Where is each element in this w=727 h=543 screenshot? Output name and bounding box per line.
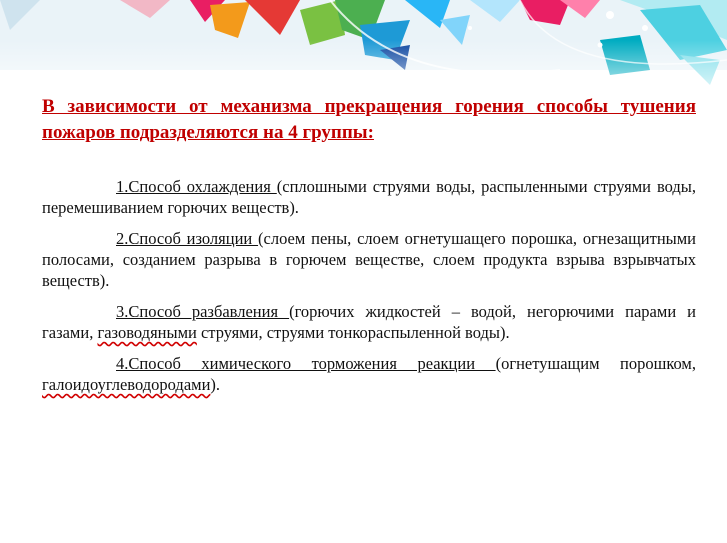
list-item-cooling (42, 176, 696, 218)
method-description-end: струями, струями тонкораспыленной воды). (196, 323, 510, 342)
slide-heading: В зависимости от механизма прекращения горения способы тушения пожаров подразделяются на 4 группы: (42, 96, 696, 143)
list-item-chemical (42, 353, 696, 395)
method-description: (горючих жидкостей – водой, негорючими парами и газами, (42, 302, 697, 342)
method-description: (слоем пены, слоем огнетушащего порошка, огнезащитными полосами, созданием разрыва в горючем веществе, слоем продукта взрыва взрывчатых веществ). (42, 229, 697, 290)
list-item-isolation (42, 228, 696, 291)
method-description-end: ). (210, 375, 221, 394)
spellcheck-word: газоводяными (97, 323, 197, 342)
method-description: (огнетушащим порошком, (495, 354, 697, 373)
list-item-dilution (42, 301, 696, 343)
method-label: 4.Способ химического торможения реакции (116, 354, 496, 373)
method-label: 1.Способ охлаждения (116, 177, 277, 196)
method-description: (сплошными струями воды, распыленными струями воды, перемешиванием горючих веществ). (42, 177, 696, 217)
method-label: 3.Способ разбавления (116, 302, 290, 321)
slide-content (42, 94, 696, 395)
method-label: 2.Способ изоляции (116, 229, 259, 248)
spellcheck-word: галоидоуглеводородами (42, 375, 211, 394)
